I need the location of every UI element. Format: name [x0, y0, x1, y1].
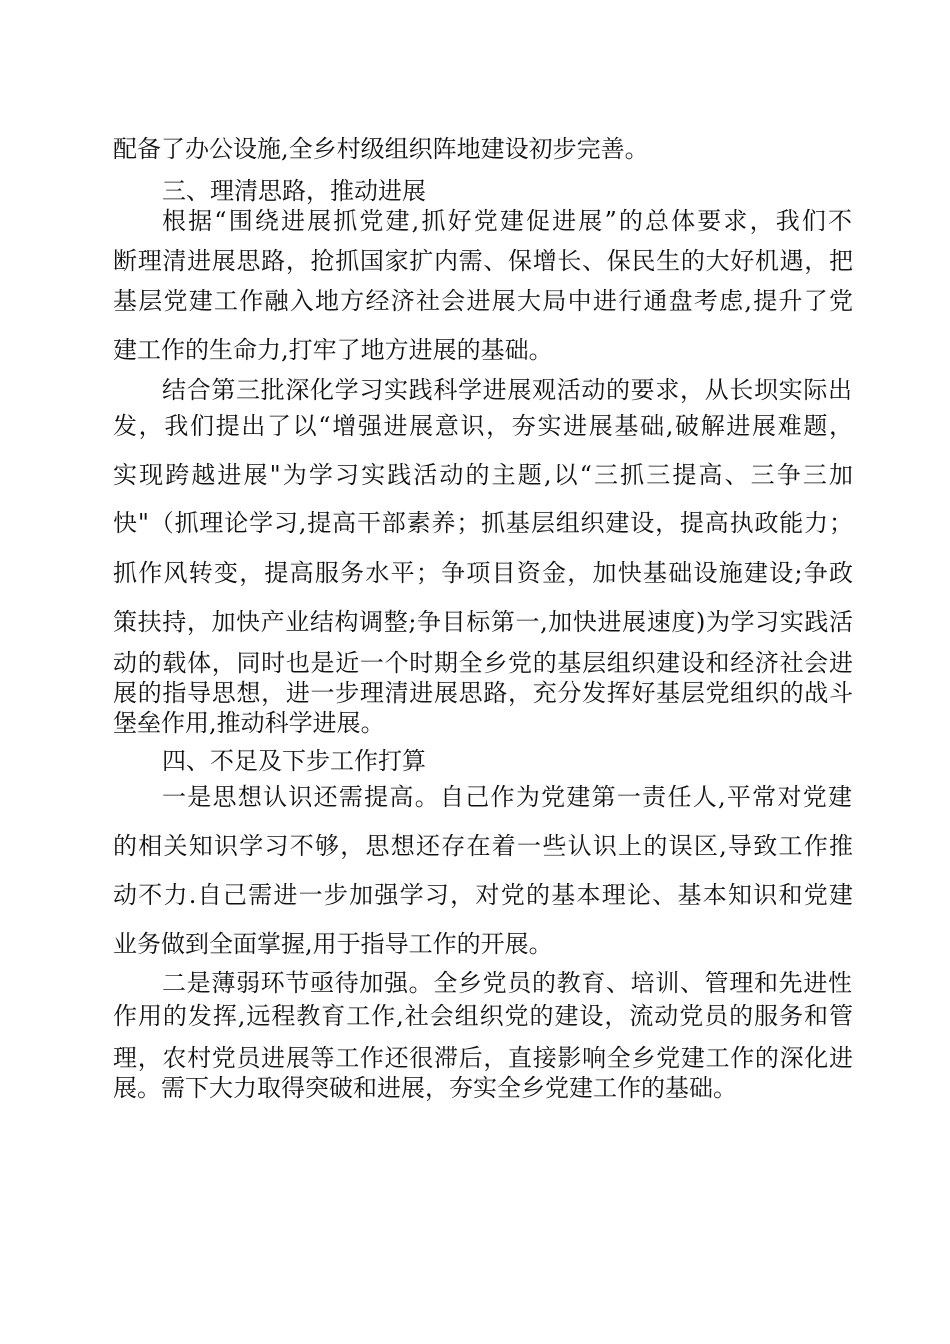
- text-line: 配备了办公设施,全乡村级组织阵地建设初步完善。: [113, 135, 649, 163]
- text-line: 展。需下大力取得突破和进展，夯实全乡党建工作的基础。: [113, 1074, 737, 1102]
- text-line: 展的指导思想，进一步理清进展思路，充分发挥好基层党组织的战斗: [113, 679, 853, 707]
- text-line: 快"（抓理论学习,提高干部素养；抓基层组织建设，提高执政能力；: [113, 509, 853, 537]
- text-line: 动不力.自己需进一步加强学习，对党的基本理论、基本知识和党建: [113, 881, 853, 909]
- text-line: 理，农村党员进展等工作还很滞后，直接影响全乡党建工作的深化进: [113, 1044, 853, 1072]
- text-line: 结合第三批深化学习实践科学进展观活动的要求，从长坝实际出: [162, 376, 852, 404]
- text-line: 发，我们提出了以“增强进展意识，夯实进展基础,破解进展难题，: [113, 412, 853, 440]
- text-line: 断理清进展思路，抢抓国家扩内需、保增长、保民生的大好机遇，把: [113, 247, 853, 275]
- text-line: 二是薄弱环节亟待加强。全乡党员的教育、培训、管理和先进性: [162, 969, 852, 997]
- text-line: 基层党建工作融入地方经济社会进展大局中进行通盘考虑,提升了党: [113, 287, 853, 315]
- section-heading: 四、不足及下步工作打算: [162, 747, 426, 775]
- section-heading: 三、理清思路，推动进展: [162, 177, 426, 205]
- text-line: 动的载体，同时也是近一个时期全乡党的基层组织建设和经济社会进: [113, 649, 853, 677]
- text-line: 根据“围绕进展抓党建,抓好党建促进展”的总体要求，我们不: [162, 207, 852, 235]
- text-line: 实现跨越进展"为学习实践活动的主题,以“三抓三提高、三争三加: [113, 461, 853, 489]
- text-line: 的相关知识学习不够，思想还存在着一些认识上的误区,导致工作推: [113, 832, 853, 860]
- text-line: 建工作的生命力,打牢了地方进展的基础。: [113, 336, 553, 364]
- text-line: 业务做到全面掌握,用于指导工作的开展。: [113, 930, 553, 958]
- text-line: 策扶持，加快产业结构调整;争目标第一,加快进展速度)为学习实践活: [113, 608, 853, 636]
- text-line: 一是思想认识还需提高。自己作为党建第一责任人,平常对党建: [162, 783, 852, 811]
- text-line: 堡垒作用,推动科学进展。: [113, 709, 385, 737]
- text-line: 抓作风转变，提高服务水平；争项目资金，加快基础设施建设;争政: [113, 559, 853, 587]
- text-line: 作用的发挥,远程教育工作,社会组织党的建设，流动党员的服务和管: [113, 1002, 853, 1030]
